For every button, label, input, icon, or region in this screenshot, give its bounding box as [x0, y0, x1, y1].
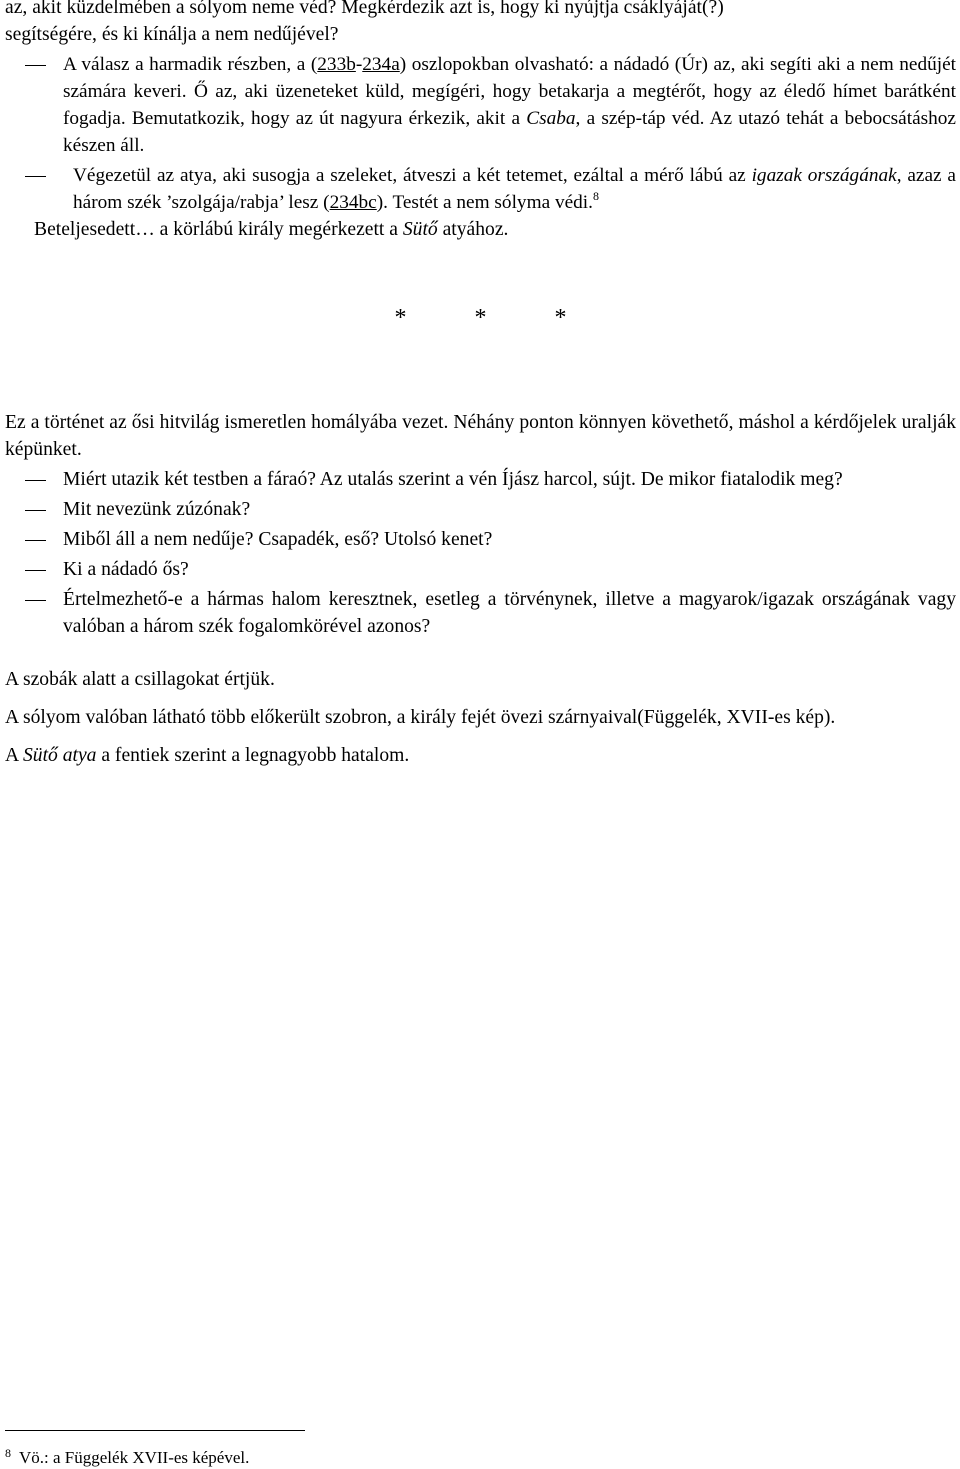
dash-bullet: [25, 51, 46, 78]
paragraph-solyom: A sólyom valóban látható több előkerült szobron, a király fejét övezi szárnyaival(Függelék, XVII-es kép).: [5, 707, 836, 728]
footnote-text: Vö.: a Függelék XVII-es képével.: [19, 1448, 250, 1467]
paragraph-szobak: A szobák alatt a csillagokat értjük.: [5, 669, 275, 690]
ref-234bc: 234bc: [329, 192, 377, 213]
question-item: Ki a nádadó ős?: [5, 556, 956, 583]
dash-bullet: [25, 466, 46, 493]
question-item: Mit nevezünk zúzónak?: [5, 496, 956, 523]
continuation-line-1: az, akit küzdelmében a sólyom neme véd? Megkérdezik azt is, hogy ki nyújtja csáklyáját(?): [5, 0, 724, 18]
suto-italic: Sütő: [402, 219, 438, 240]
intro-paragraph: Ez a történet az ősi hitvilág ismeretlen homályába vezet. Néhány ponton könnyen követhető, máshol a kérdőjelek uralják képünket.: [5, 412, 956, 460]
list-item-vegezetul: [5, 162, 956, 216]
document-page: [5, 0, 956, 769]
csaba-italic: Csaba: [526, 108, 576, 129]
continuation-line-2: segítségére, és ki kínálja a nem nedűjével?: [5, 24, 339, 45]
footnote: [5, 1442, 249, 1469]
dash-bullet: [25, 162, 46, 189]
asterisk: *: [554, 305, 567, 331]
dash-bullet: [25, 496, 46, 523]
asterisk: *: [474, 305, 487, 331]
paragraph-suto-atya: A Sütő atya a fentiek szerint a legnagyobb hatalom.: [5, 745, 410, 766]
footnote-number: 8: [5, 1446, 11, 1460]
question-item: Miből áll a nem nedűje? Csapadék, eső? Utolsó kenet?: [5, 526, 956, 553]
footnote-divider: [5, 1430, 305, 1431]
valasz-text: A válasz a harmadik részben, a (233b-234a) oszlopokban olvasható: a nádadó (Úr) az, aki segíti aki a nem nedűjét számára keveri. Ő az, aki üzeneteket küld, megígéri, hogy betakarja a megtérőt, hogy az éledő hímet barátként fogadja. Bemutatkozik, hogy az út nagyura érkezik, akit a Csaba, a szép-táp véd. Az utazó tehát a bebocsátáshoz készen áll.: [63, 54, 956, 156]
vegezetul-text: Végezetül az atya, aki susogja a szeleket, átveszi a két tetemet, ezáltal a mérő lábú az igazak országának, azaz a három szék ’szolgája/rabja’ lesz (234bc). Testét a nem sólyma védi.$^8$: [73, 165, 956, 213]
question-item: Miért utazik két testben a fáraó? Az utalás szerint a vén Íjász harcol, sújt. De mikor fiatalodik meg?: [5, 466, 956, 493]
section-separator: [5, 305, 956, 345]
continuation-paragraph: [5, 0, 956, 48]
suto-atya-italic: Sütő atya: [22, 745, 97, 766]
ref-233b: 233b: [317, 54, 356, 75]
question-item: Értelmezhető-e a hármas halom keresztnek, esetleg a törvénynek, illetve a magyarok/igazak országának vagy valóban a három szék fogalomkörével azonos?: [5, 586, 956, 640]
asterisk: *: [394, 305, 407, 331]
igazak-italic: igazak országának: [751, 165, 897, 186]
dash-bullet: [25, 586, 46, 613]
dash-bullet: [25, 556, 46, 583]
dash-bullet: [25, 526, 46, 553]
footnote-marker[interactable]: 8: [592, 189, 599, 203]
beteljesedett-line: Beteljesedett… a körlábú király megérkezett a Sütő atyához.: [34, 219, 509, 240]
ref-234a: 234a: [362, 54, 400, 75]
list-item-valasz: [5, 51, 956, 159]
